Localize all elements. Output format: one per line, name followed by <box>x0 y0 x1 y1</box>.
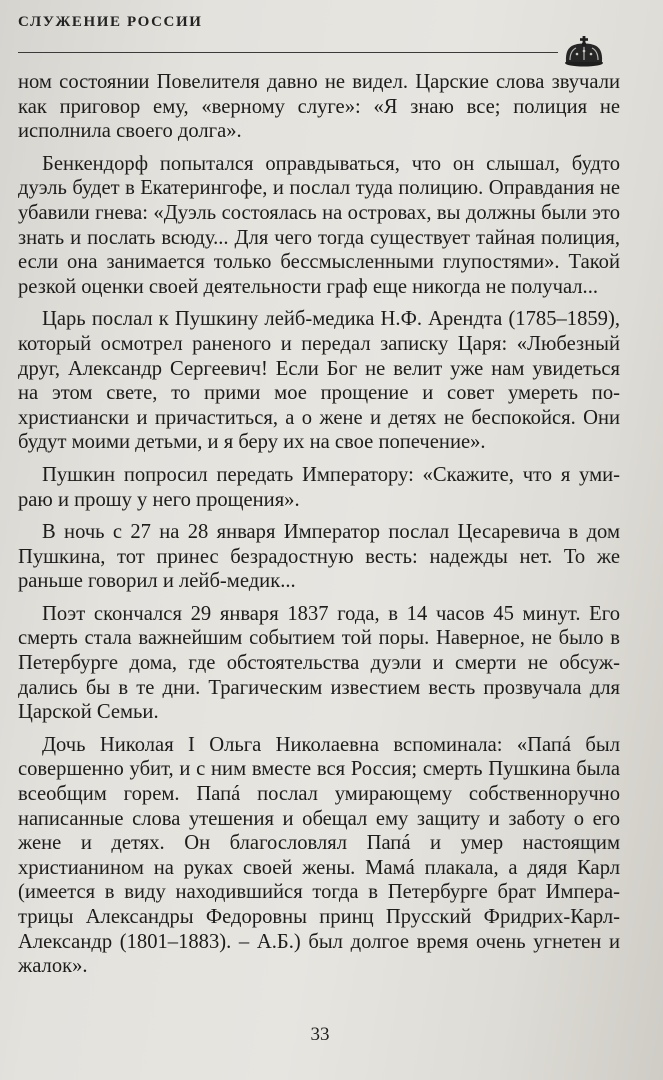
paragraph: Царь послал к Пушкину лейб-медика Н.Ф. Арендта (1785–1859), который осмотрел раненого и передал записку Царя: «Любезный друг, Александр Сергеевич! Если Бог не велит уже нам увидеться на этом свете, то прими мое прощение и совет умереть по-христиански и причаститься, а о жене и детях не беспокойся. Они будут моими детьми, и я беру их на свое попечение». <box>18 308 620 454</box>
body-text <box>18 70 620 987</box>
paragraph: Поэт скончался 29 января 1837 года, в 14 часов 45 минут. Его смерть стала важнейшим событием той поры. Наверное, не было в Петербурге дома, где обстоятельства дуэли и смерти не обсуждались бы в те дни. Трагическим известием весть прозвучала для Царской Семьи. <box>18 602 620 724</box>
running-head-title: СЛУЖЕНИЕ РОССИИ <box>18 14 203 30</box>
paragraph: ном состоянии Повелителя давно не видел. Царские слова звучали как приговор ему, «верному слуге»: «Я знаю все; полиция не исполнила своего долга». <box>18 71 620 143</box>
paragraph: Бенкендорф попытался оправдываться, что он слышал, будто дуэль будет в Екатерингофе, и послал туда полицию. Оправдания не убавили гнева: «Дуэль состоялась на островах, вы должны были это знать и послать всюду... Для чего тогда существует тайная полиция, если она занимается только бессмысленными глупостями». Такой резкой оценки своей деятельности граф еще никогда не получал... <box>18 152 620 298</box>
page-number: 33 <box>310 1024 330 1045</box>
paragraph: Пушкин попросил передать Императору: «Скажите, что я умираю и прошу у него прощения». <box>18 463 620 511</box>
crown-icon <box>560 32 608 68</box>
paragraph: В ночь с 27 на 28 января Император послал Цесаревича в дом Пушкина, тот принес безрадостную весть: надежды нет. То же раньше говорил и лейб-медик... <box>18 521 620 593</box>
paragraph: Дочь Николая I Ольга Николаевна вспоминала: «Папá был совершенно убит, и с ним вместе вся Россия; смерть Пушкина была всеобщим горем. Папá послал умирающему собственноручно написанные слова утешения и обещал ему защиту и заботу о его жене и детях. Он благословлял Папá и умер настоящим христианином на руках своей жены. Мамá плакала, а дядя Карл (имеется в виду находившийся тогда в Петербурге брат Императрицы Александры Федоровны принц Прусский Фридрих-Карл-Александр (1801–1883). – А.Б.) был долгое время очень угнетен и жалок». <box>18 733 620 978</box>
header-rule <box>18 52 558 53</box>
